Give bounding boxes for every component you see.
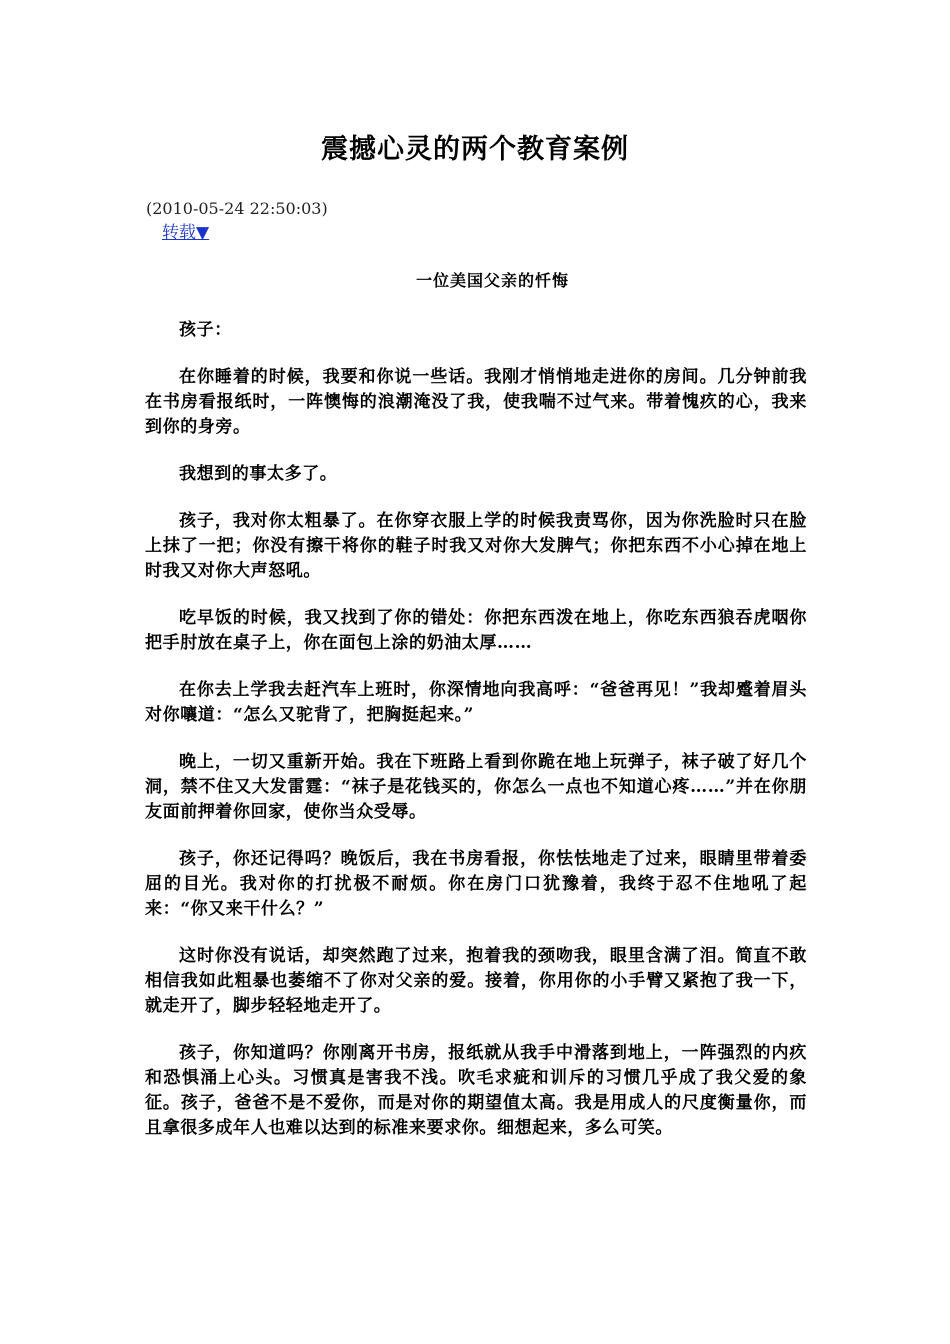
article-body bbox=[145, 318, 807, 1163]
paragraph: 孩子，你知道吗？你刚离开书房，报纸就从我手中滑落到地上，一阵强烈的内疚和恐惧涌上心头。习惯真是害我不浅。吹毛求疵和训斥的习惯几乎成了我父爱的象征。孩子，爸爸不是不爱你，而是对你的期望值太高。我是用成人的尺度衡量你，而且拿很多成年人也难以达到的标准来要求你。细想起来，多么可笑。 bbox=[145, 1043, 807, 1138]
paragraph: 我想到的事太多了。 bbox=[179, 464, 338, 484]
post-timestamp: (2010-05-24 22:50:03) bbox=[146, 199, 328, 218]
article-subtitle: 一位美国父亲的忏悔 bbox=[415, 271, 569, 290]
article-title: 震撼心灵的两个教育案例 bbox=[321, 134, 629, 165]
paragraph: 孩子，你还记得吗？晚饭后，我在书房看报，你怯怯地走了过来，眼睛里带着委屈的目光。我对你的打扰极不耐烦。你在房门口犹豫着，我终于忍不住地吼了起来：“你又来干什么？” bbox=[145, 849, 807, 919]
repost-link[interactable]: 转载▼ bbox=[162, 223, 210, 243]
paragraph: 孩子，我对你太粗暴了。在你穿衣服上学的时候我责骂你，因为你洗脸时只在脸上抹了一把；你没有擦干将你的鞋子时我又对你大发脾气；你把东西不小心掉在地上时我又对你大声怒吼。 bbox=[145, 511, 807, 581]
paragraph: 在你睡着的时候，我要和你说一些话。我刚才悄悄地走进你的房间。几分钟前我在书房看报纸时，一阵懊悔的浪潮淹没了我，使我喘不过气来。带着愧疚的心，我来到你的身旁。 bbox=[145, 367, 807, 437]
paragraph-salutation: 孩子： bbox=[179, 320, 232, 340]
paragraph: 这时你没有说话，却突然跑了过来，抱着我的颈吻我，眼里含满了泪。简直不敢相信我如此粗暴也萎缩不了你对父亲的爱。接着，你用你的小手臂又紧抱了我一下，就走开了，脚步轻轻地走开了。 bbox=[145, 946, 807, 1016]
paragraph: 晚上，一切又重新开始。我在下班路上看到你跪在地上玩弹子，袜子破了好几个洞，禁不住又大发雷霆：“袜子是花钱买的，你怎么一点也不知道心疼……”并在你朋友面前押着你回家，使你当众受辱。 bbox=[145, 752, 807, 822]
paragraph: 在你去上学我去赶汽车上班时，你深情地向我高呼：“爸爸再见！”我却蹙着眉头对你嚷道：“怎么又驼背了，把胸挺起来。” bbox=[145, 680, 807, 725]
paragraph: 吃早饭的时候，我又找到了你的错处：你把东西泼在地上，你吃东西狼吞虎咽你把手肘放在桌子上，你在面包上涂的奶油太厚…… bbox=[145, 608, 807, 653]
